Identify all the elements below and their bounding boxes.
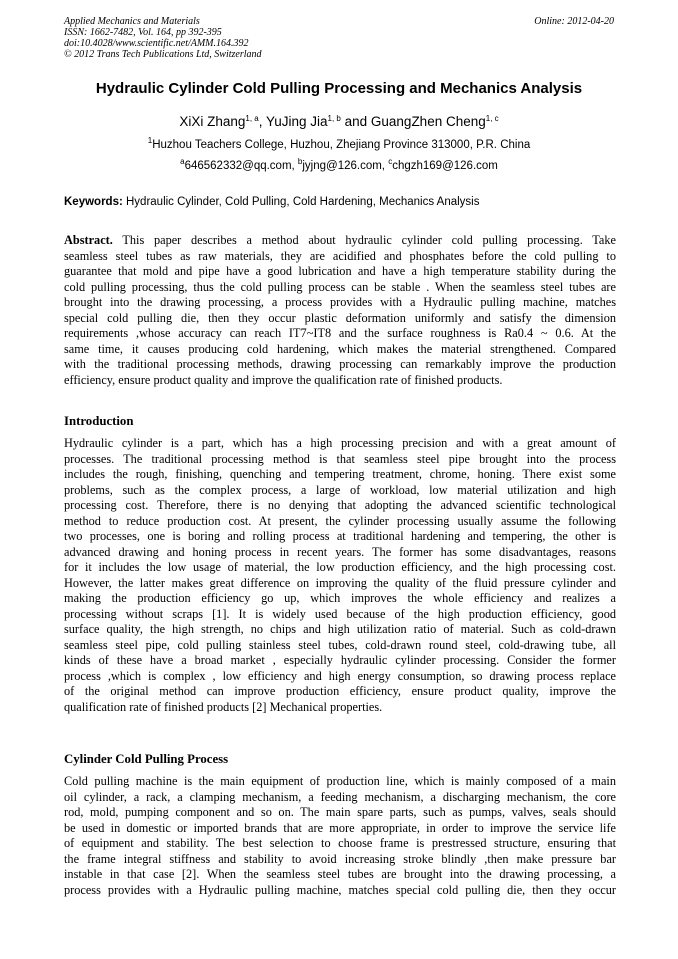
text-line: same time, it causes producing cold hardening, which makes the material strengthened. Compared — [64, 341, 616, 356]
issn-line: ISSN: 1662-7482, Vol. 164, pp 392-395 — [64, 27, 222, 38]
author-separator: , — [258, 114, 266, 129]
text-line: cold pulling processing, thus the cold pulling process can be stable . When the seamless steel tubes are — [64, 279, 616, 294]
paper-title: Hydraulic Cylinder Cold Pulling Processing and Mechanics Analysis — [95, 80, 583, 97]
email-mark: c — [388, 157, 393, 166]
author-separator: and — [340, 114, 371, 129]
text-line: instable in that case [2]. When the seamless steel tubes are brought into the drawing processing, a — [64, 867, 616, 881]
text-line: requirements ,whose accuracy can reach IT7~IT8 and the surface roughness is Ra0.4 ~ 0.6. At the — [64, 326, 616, 340]
text-line: Abstract. This paper describes a method about hydraulic cylinder cold pulling processing. Take — [64, 233, 616, 247]
text-line: processing without scraps [1]. It is widely used because of the high production efficiency, good — [64, 606, 616, 621]
text-line: processes. The traditional processing method is that seamless steel pipe brought into the process — [64, 451, 616, 466]
text-line: special cold pulling die, then they occur plastic deformation uniformly and satisfy the dimension — [64, 310, 616, 325]
text-line: brought into the drawing processing, a process provides with a Hydraulic pulling machine, matches — [64, 295, 616, 309]
text-line: two processes, one is boring and rolling process at traditional hardening and tempering, the other is — [64, 529, 616, 543]
author-affil-mark: 1, c — [485, 114, 499, 123]
abstract-label: Abstract. — [64, 233, 113, 247]
text-line: kinds of these have a broad market , especially hydraulic cylinder processing. Consider the former — [64, 653, 616, 667]
text-line: seamless steel tubes as raw materials, they are acidified and phosphates before the cold pulling to — [64, 248, 616, 263]
cold-pulling-paragraph — [64, 774, 616, 898]
section-heading-cold-pulling: Cylinder Cold Pulling Process — [64, 752, 229, 766]
text-line: Cold pulling machine is the main equipment of production line, which is mainly composed of a main — [64, 774, 616, 788]
email-address: chgzh169@126.com — [392, 160, 498, 172]
journal-header — [64, 16, 262, 60]
text-line: of equipment and stability. The best selection to choose frame is prestressed structure, ensuring that — [64, 836, 616, 850]
text-line: Hydraulic cylinder is a part, which has a high processing precision and with a great amount of — [64, 436, 616, 450]
doi-line: doi:10.4028/www.scientific.net/AMM.164.392 — [64, 38, 249, 49]
text-line: qualification rate of finished products [2] Mechanical properties. — [64, 699, 383, 714]
copyright-line: © 2012 Trans Tech Publications Ltd, Switzerland — [64, 49, 262, 60]
text-line: process provides with a Hydraulic pulling machine, matches special cold pulling die, then they occur — [64, 882, 616, 897]
abstract-paragraph — [64, 233, 616, 388]
affiliation-mark: 1 — [147, 136, 153, 145]
email-mark: b — [297, 157, 303, 166]
author-name: GuangZhen Cheng — [370, 114, 486, 129]
author-affil-mark: 1, b — [327, 114, 341, 123]
text-line: rod, mold, pumping component and so on. The main spare parts, such as pumps, valves, seals should — [64, 805, 616, 819]
text-line: surface quality, the high strength, no chips and high utilization ratio of material. Such as cold-drawn — [64, 622, 616, 636]
text-line: the frame integral stiffness and stability to avoid increasing stroke blindly ,then make pressure bar — [64, 851, 616, 866]
text-line: However, the latter makes great difference on improving the quality of the fluid pressure cylinder and — [64, 575, 616, 590]
text-line: making the production efficiency go up, which improves the whole efficiency and realizes a — [64, 591, 616, 605]
text-line: problems, such as the complex process, a large of workload, low material utilization and high — [64, 482, 616, 497]
text-line: with the traditional processing methods, drawing processing can remarkably improve the production — [64, 357, 616, 371]
author-list — [0, 114, 678, 130]
text-line: of the original method can improve production efficiency, ensure product quality, improve the — [64, 684, 616, 698]
email-address: 646562332@qq.com, — [184, 160, 298, 172]
introduction-paragraph — [64, 436, 616, 715]
text-line: guarantee that mold and pipe have a good lubrication and have a high temperature stability during the — [64, 264, 616, 278]
author-name: YuJing Jia — [265, 114, 328, 129]
author-affil-mark: 1, a — [245, 114, 259, 123]
keywords-label: Keywords: — [64, 196, 123, 208]
text-line: be used in domestic or imported brands that are more appropriate, in order to improve the service life — [64, 820, 616, 835]
affiliation — [0, 138, 678, 152]
text-line: efficiency, ensure product quality and improve the qualification rate of finished products. — [64, 372, 503, 387]
author-name: XiXi Zhang — [179, 114, 246, 129]
email-list — [0, 159, 678, 173]
text-line: process ,which is complex , low efficiency and high energy consumption, so drawing process replace — [64, 668, 616, 683]
text-line: processing cost. Therefore, there is no denying that adopting the advanced scientific technological — [64, 498, 616, 512]
keywords-text: Hydraulic Cylinder, Cold Pulling, Cold Hardening, Mechanics Analysis — [122, 196, 480, 208]
email-address: jyjng@126.com, — [302, 160, 389, 172]
text-line: oil cylinder, a rack, a clamping mechanism, a feeding mechanism, a discharging mechanism, the core — [64, 789, 616, 804]
text-line: includes the rough, finishing, quenching and tempering treatment, chrome, honing. There exist some — [64, 467, 616, 481]
text-line: for it includes the low usage of material, the low production efficiency, and the high processing cost. — [64, 560, 616, 574]
affiliation-text: Huzhou Teachers College, Huzhou, Zhejiang Province 313000, P.R. China — [152, 139, 531, 151]
section-heading-introduction: Introduction — [64, 414, 134, 428]
journal-name: Applied Mechanics and Materials — [64, 16, 200, 27]
text-line: method to reduce production cost. At present, the cylinder processing usually assume the following — [64, 513, 616, 528]
text-line: seamless steel pipe, cold pulling stainless steel tubes, cold-drawn round steel, cold-drawing tube, all — [64, 637, 616, 652]
keywords-line — [64, 195, 616, 209]
email-mark: a — [180, 157, 185, 166]
text-line: advanced drawing and honing process in recent years. The former has some disadvantages, reasons — [64, 544, 616, 559]
online-date: Online: 2012-04-20 — [534, 16, 614, 27]
